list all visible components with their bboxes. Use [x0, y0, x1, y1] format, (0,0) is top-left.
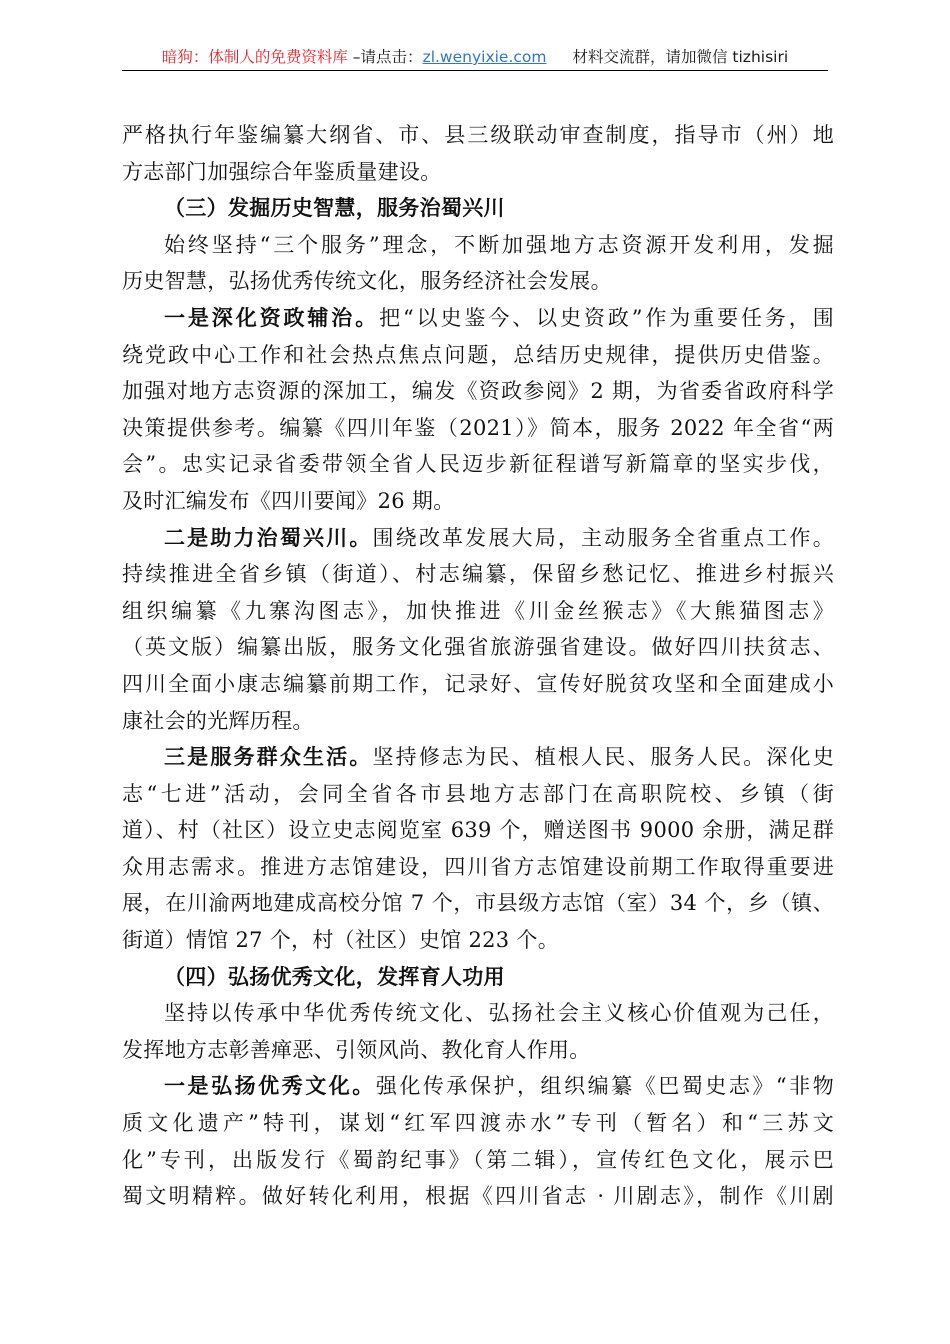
paragraph-line [122, 300, 834, 337]
paragraph-text: （英文版）编纂出版，服务文化强省旅游强省建设。做好四川扶贫志、 [122, 635, 834, 660]
paragraph-text: 强化传承保护，组织编纂《巴蜀史志》“非物 [375, 1074, 834, 1099]
paragraph-text: 方志部门加强综合年鉴质量建设。 [122, 159, 442, 184]
paragraph-text: 康社会的光辉历程。 [122, 708, 314, 733]
paragraph-line [122, 629, 834, 666]
paragraph-line [122, 812, 834, 849]
header-contact: 材料交流群，请加微信 tizhisiri [572, 48, 789, 66]
document-body [122, 117, 834, 1215]
header-link[interactable]: zl.wenyixie.com [422, 48, 547, 66]
section-heading: （四）弘扬优秀文化，发挥育人功用 [164, 964, 505, 989]
paragraph-line [122, 117, 834, 154]
paragraph-text: 把“以史鉴今、以史资政”作为重要任务，围 [379, 305, 834, 330]
paragraph-line [122, 703, 834, 740]
paragraph-text: 及时汇编发布《四川要闻》26 期。 [122, 488, 455, 513]
paragraph-text: 发挥地方志彰善瘅恶、引领风尚、教化育人作用。 [122, 1037, 591, 1062]
paragraph-text: 严格执行年鉴编纂大纲省、市、县三级联动审查制度，指导市（州）地 [122, 123, 834, 147]
paragraph-text: 道）、村（社区）设立史志阅览室 639 个，赠送图书 9000 余册，满足群 [122, 818, 834, 843]
paragraph-line [122, 1032, 834, 1069]
paragraph-lead: 一是弘扬优秀文化。 [164, 1074, 376, 1099]
header-divider [122, 70, 828, 71]
paragraph-text: 历史智慧，弘扬优秀传统文化，服务经济社会发展。 [122, 269, 612, 294]
paragraph-text: 组织编纂《九寨沟图志》，加快推进《川金丝猴志》《大熊猫图志》 [122, 598, 834, 623]
paragraph-line [122, 520, 834, 557]
paragraph-lead: 一是深化资政辅治。 [164, 305, 380, 330]
paragraph-text: 加强对地方志资源的深加工，编发《资政参阅》2 期，为省委省政府科学 [122, 379, 834, 404]
paragraph-line [122, 849, 834, 886]
paragraph-line [122, 154, 834, 191]
paragraph-text: 持续推进全省乡镇（街道）、村志编纂，保留乡愁记忆、推进乡村振兴 [122, 562, 834, 587]
paragraph-line [122, 337, 834, 374]
paragraph-text: 蜀文明精粹。做好转化利用，根据《四川省志 · 川剧志》，制作《川剧 [122, 1184, 834, 1209]
paragraph-text: 志“七进”活动，会同全省各市县地方志部门在高职院校、乡镇（街 [122, 781, 834, 806]
paragraph-text: 会”。忠实记录省委带领全省人民迈步新征程谱写新篇章的坚实步伐， [122, 452, 834, 477]
paragraph-line [122, 593, 834, 630]
paragraph-lead: 三是服务群众生活。 [164, 745, 373, 770]
paragraph-line [122, 556, 834, 593]
paragraph-line [122, 776, 834, 813]
paragraph-text: 众用志需求。推进方志馆建设，四川省方志馆建设前期工作取得重要进 [122, 854, 834, 879]
paragraph-text: 决策提供参考。编纂《四川年鉴（2021）》简本，服务 2022 年全省“两 [122, 415, 834, 440]
paragraph-lead: 二是助力治蜀兴川。 [164, 525, 373, 550]
paragraph-text: 绕党政中心工作和社会热点焦点问题，总结历史规律，提供历史借鉴。 [122, 342, 834, 367]
paragraph-text: 四川全面小康志编纂前期工作，记录好、宣传好脱贫攻坚和全面建成小 [122, 671, 834, 696]
paragraph-line [122, 446, 834, 483]
page-header [122, 44, 828, 70]
section-heading: （三）发掘历史智慧，服务治蜀兴川 [164, 196, 505, 221]
paragraph-line [122, 263, 834, 300]
paragraph-text: 质文化遗产”特刊，谋划“红军四渡赤水”专刊（暂名）和“三苏文 [122, 1111, 834, 1136]
paragraph-line [122, 885, 834, 922]
paragraph-line [122, 995, 834, 1032]
header-promo-text: 暗狗：体制人的免费资料库 [161, 48, 348, 66]
paragraph-line [122, 922, 834, 959]
paragraph-text: 围绕改革发展大局，主动服务全省重点工作。 [372, 525, 835, 550]
paragraph-line [122, 739, 834, 776]
paragraph-text: 始终坚持“三个服务”理念，不断加强地方志资源开发利用，发掘 [164, 232, 834, 257]
paragraph-text: 坚持以传承中华优秀传统文化、弘扬社会主义核心价值观为己任， [164, 1001, 834, 1026]
paragraph-line [122, 666, 834, 703]
paragraph-line [122, 1105, 834, 1142]
paragraph-line [122, 1142, 834, 1179]
paragraph-text: 坚持修志为民、植根人民、服务人民。深化史 [372, 745, 835, 770]
paragraph-text: 化”专刊，出版发行《蜀韵纪事》（第二辑），宣传红色文化，展示巴 [122, 1147, 834, 1172]
paragraph-line [122, 373, 834, 410]
paragraph-line [122, 227, 834, 264]
paragraph-text: 展，在川渝两地建成高校分馆 7 个，市县级方志馆（室）34 个，乡（镇、 [122, 891, 834, 916]
header-prompt: –请点击： [347, 48, 423, 66]
paragraph-line [122, 1178, 834, 1215]
paragraph-line [122, 1068, 834, 1105]
paragraph-text: 街道）情馆 27 个，村（社区）史馆 223 个。 [122, 928, 560, 953]
paragraph-line [122, 410, 834, 447]
paragraph-line [122, 483, 834, 520]
